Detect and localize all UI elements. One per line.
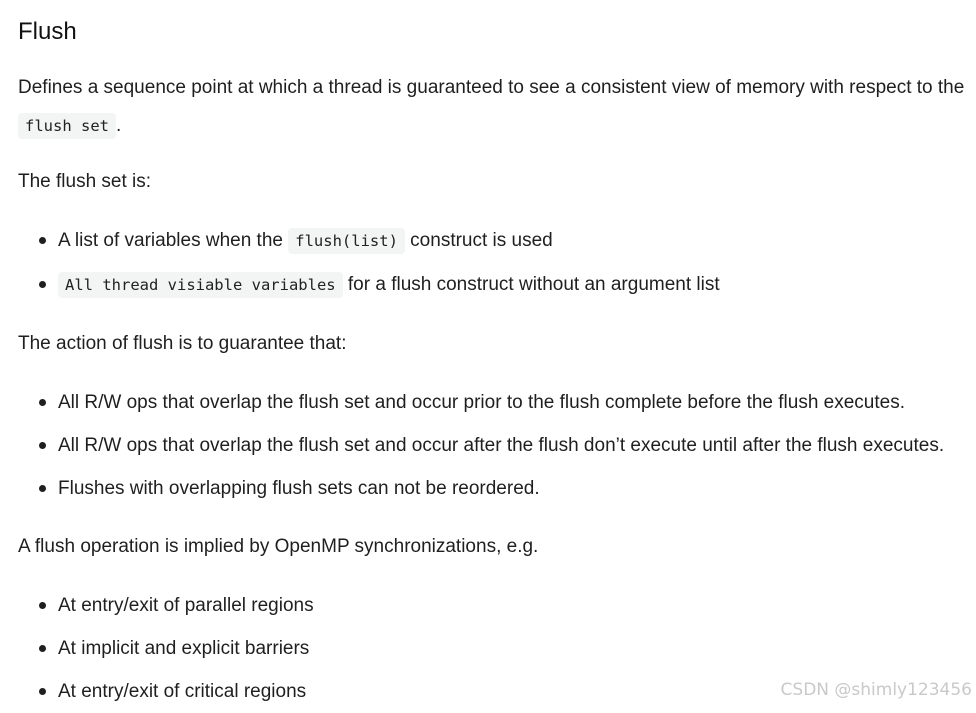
intro-text: Defines a sequence point at which a thread is guaranteed to see a consistent view of memory with respect to the (18, 77, 965, 98)
list-item-text: construct is used (404, 230, 553, 251)
list-item: At entry/exit of parallel regions (58, 584, 968, 627)
intro-paragraph (18, 69, 968, 145)
list-item-text: for a flush construct without an argument list (342, 274, 720, 295)
list-item: All R/W ops that overlap the flush set and occur after the flush don’t execute until after the flush executes. (58, 424, 968, 467)
section-heading: Flush (18, 18, 77, 45)
inline-code-flush-set: flush set (18, 113, 116, 139)
list-item: At entry/exit of critical regions (58, 670, 968, 713)
list-item (58, 263, 968, 307)
inline-code-all-thread-variables: All thread visiable variables (58, 272, 343, 298)
intro-end: . (116, 115, 122, 136)
list-item: At implicit and explicit barriers (58, 627, 968, 670)
flush-set-lead: The flush set is: (18, 171, 152, 192)
flush-set-list (18, 219, 968, 307)
list-item: Flushes with overlapping flush sets can not be reordered. (58, 467, 968, 510)
list-item: All R/W ops that overlap the flush set and occur prior to the flush complete before the flush executes. (58, 381, 968, 424)
action-list (18, 381, 968, 510)
csdn-watermark: CSDN @shimly123456 (780, 680, 972, 700)
list-item-text: A list of variables when the (58, 230, 289, 251)
list-item (58, 219, 968, 263)
implied-lead: A flush operation is implied by OpenMP synchronizations, e.g. (18, 536, 539, 557)
action-lead: The action of flush is to guarantee that: (18, 333, 347, 354)
inline-code-flush-list: flush(list) (288, 228, 405, 254)
article-content (18, 0, 968, 713)
